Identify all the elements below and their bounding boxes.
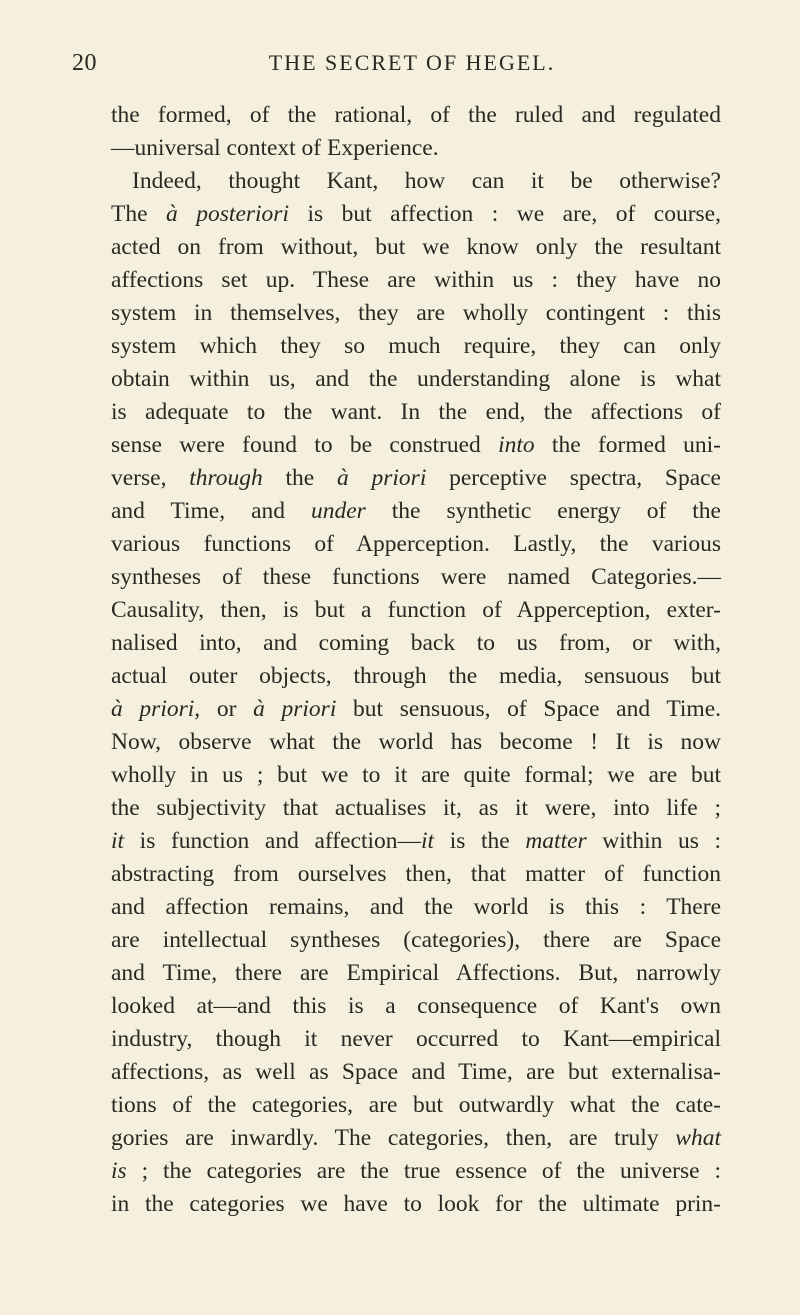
body-text [111,99,721,1221]
text-line: affections, as well as Space and Time, are but externalisa- [111,1059,721,1085]
text-line: nalised into, and coming back to us from, or with, [111,630,721,656]
text-line: wholly in us ; but we to it are quite formal; we are but [111,762,721,788]
text-line: The à posteriori is but affection : we are, of course, [111,201,721,227]
text-line: is ; the categories are the true essence of the universe : [111,1158,721,1184]
text-line: verse, through the à priori perceptive spectra, Space [111,465,721,491]
text-line: and Time, and under the synthetic energy of the [111,498,721,524]
text-line: is adequate to the want. In the end, the affections of [111,399,721,425]
page-number: 20 [72,50,97,76]
text-line: in the categories we have to look for the ultimate prin- [111,1191,721,1217]
running-head [72,50,752,90]
text-line: system in themselves, they are wholly contingent : this [111,300,721,326]
text-line: tions of the categories, are but outwardly what the cate- [111,1092,721,1118]
text-line: various functions of Apperception. Lastly, the various [111,531,721,557]
text-line: the formed, of the rational, of the ruled and regulated [111,102,721,128]
text-line: are intellectual syntheses (categories), there are Space [111,927,721,953]
text-line: it is function and affection—it is the matter within us : [111,828,721,854]
text-line: affections set up. These are within us : they have no [111,267,721,293]
text-line: actual outer objects, through the media, sensuous but [111,663,721,689]
text-line: acted on from without, but we know only the resultant [111,234,721,260]
text-line: and Time, there are Empirical Affections. But, narrowly [111,960,721,986]
text-line: industry, though it never occurred to Kant—empirical [111,1026,721,1052]
text-line: Indeed, thought Kant, how can it be otherwise? [132,168,721,194]
text-line: —universal context of Experience. [111,135,439,161]
text-line: syntheses of these functions were named Categories.— [111,564,721,590]
running-title: THE SECRET OF HEGEL. [268,50,556,75]
text-line: looked at—and this is a consequence of Kant's own [111,993,721,1019]
text-line: obtain within us, and the understanding alone is what [111,366,721,392]
text-line: Now, observe what the world has become ! It is now [111,729,721,755]
text-line: Causality, then, is but a function of Apperception, exter- [111,597,721,623]
text-line: sense were found to be construed into the formed uni- [111,432,721,458]
text-line: system which they so much require, they can only [111,333,721,359]
text-line: gories are inwardly. The categories, then, are truly what [111,1125,721,1151]
text-line: and affection remains, and the world is this : There [111,894,721,920]
text-line: the subjectivity that actualises it, as it were, into life ; [111,795,721,821]
text-line: abstracting from ourselves then, that matter of function [111,861,721,887]
text-line: à priori, or à priori but sensuous, of Space and Time. [111,696,721,722]
